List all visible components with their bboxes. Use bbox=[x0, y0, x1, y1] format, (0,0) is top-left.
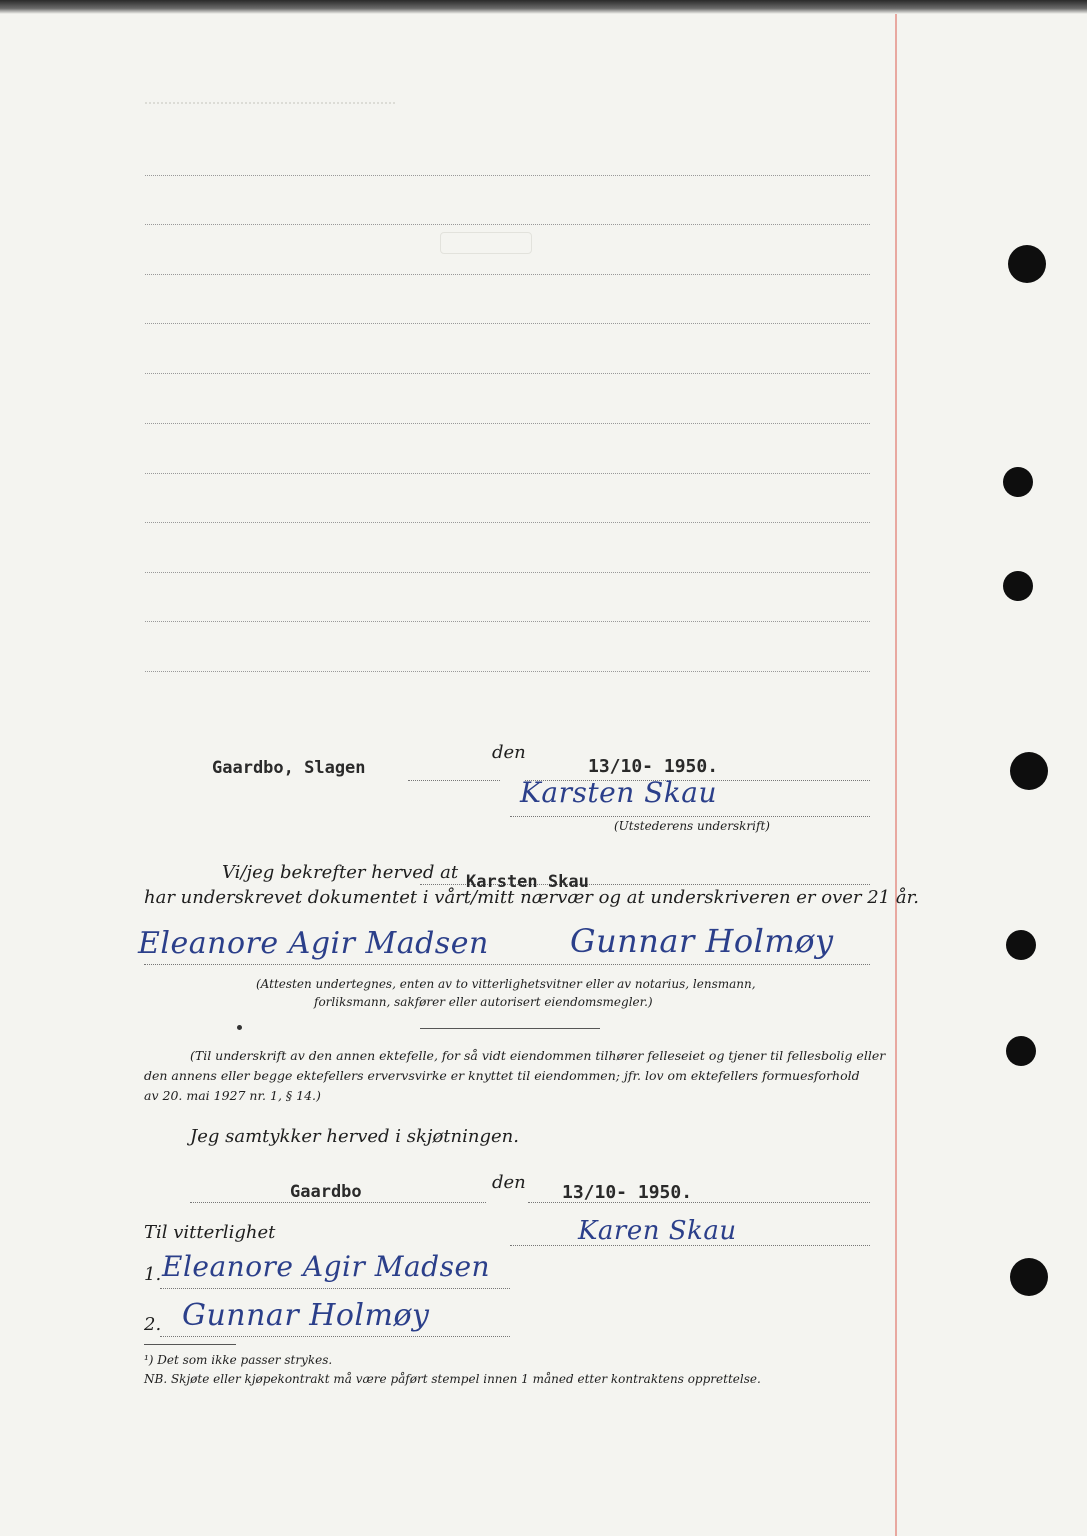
spouse-note-2: den annens eller begge ektefellers ervervsvirke er knyttet til eiendommen; jfr. lov om ektefellers formuesforhold bbox=[144, 1068, 860, 1083]
witness-name-2: Gunnar Holmøy bbox=[182, 1298, 430, 1333]
separator-rule bbox=[420, 1028, 600, 1029]
witness-signature-1: Eleanore Agir Madsen bbox=[138, 926, 489, 961]
footnote-rule bbox=[144, 1344, 236, 1345]
blank-line bbox=[145, 473, 870, 474]
confirm-line-1: Vi/jeg bekrefter herved at bbox=[222, 862, 459, 883]
blank-line bbox=[145, 373, 870, 374]
den-label: den bbox=[492, 742, 526, 763]
spouse-note-1: (Til underskrift av den annen ektefelle, for så vidt eiendommen tilhører felleseiet og tjener til fellesbolig eller bbox=[190, 1048, 886, 1063]
footnote-1: ¹) Det som ikke passer strykes. bbox=[144, 1353, 333, 1367]
date-text-2: 13/10- 1950. bbox=[562, 1182, 693, 1203]
attest-note-1: (Attesten undertegnes, enten av to vitterlighetsvitner eller av notarius, lensmann, bbox=[256, 977, 756, 991]
blank-line bbox=[145, 522, 870, 523]
punch-hole bbox=[1010, 1258, 1048, 1296]
blank-line bbox=[145, 621, 870, 622]
signature-line bbox=[160, 1288, 510, 1289]
consent-text: Jeg samtykker herved i skjøtningen. bbox=[190, 1126, 519, 1147]
punch-hole bbox=[1010, 752, 1048, 790]
punch-hole bbox=[1006, 1036, 1036, 1066]
blank-line bbox=[145, 224, 870, 225]
punch-hole bbox=[1008, 245, 1046, 283]
signature-line bbox=[510, 1245, 870, 1246]
blank-line bbox=[145, 572, 870, 573]
scan-top-edge bbox=[0, 0, 1087, 14]
place-text-2: Gaardbo bbox=[290, 1182, 362, 1202]
confirmed-name: Karsten Skau bbox=[466, 872, 589, 892]
witness-num-2: 2. bbox=[144, 1314, 162, 1335]
punch-hole bbox=[1003, 571, 1033, 601]
blank-line bbox=[145, 323, 870, 324]
signature-line bbox=[510, 816, 870, 817]
witness-signature-2: Gunnar Holmøy bbox=[570, 922, 834, 960]
margin-line bbox=[895, 14, 897, 1536]
issuer-signature: Karsten Skau bbox=[520, 776, 717, 809]
witness-name-1: Eleanore Agir Madsen bbox=[162, 1250, 491, 1283]
blank-line bbox=[145, 423, 870, 424]
bleed-through-mark bbox=[145, 102, 395, 114]
blank-line bbox=[145, 175, 870, 176]
blank-line bbox=[145, 671, 870, 672]
den-label-2: den bbox=[492, 1172, 526, 1193]
fill-line bbox=[190, 1202, 486, 1203]
signature-line bbox=[160, 1336, 510, 1337]
issuer-caption: (Utstederens underskrift) bbox=[614, 819, 770, 833]
witness-heading: Til vitterlighet bbox=[144, 1222, 276, 1243]
spouse-signature: Karen Skau bbox=[578, 1216, 737, 1246]
fill-line bbox=[408, 780, 500, 781]
blank-line bbox=[145, 274, 870, 275]
punch-hole bbox=[1003, 467, 1033, 497]
bleed-through-mark bbox=[440, 232, 532, 254]
spouse-note-3: av 20. mai 1927 nr. 1, § 14.) bbox=[144, 1088, 321, 1103]
footnote-2: NB. Skjøte eller kjøpekontrakt må være påført stempel innen 1 måned etter kontraktens opprettelse. bbox=[144, 1372, 761, 1386]
punch-hole bbox=[1006, 930, 1036, 960]
ink-dot bbox=[237, 1025, 242, 1030]
signature-line bbox=[144, 964, 870, 965]
place-text: Gaardbo, Slagen bbox=[212, 758, 366, 778]
date-text: 13/10- 1950. bbox=[588, 756, 719, 777]
witness-num-1: 1. bbox=[144, 1264, 162, 1285]
attest-note-2: forliksmann, sakfører eller autorisert eiendomsmegler.) bbox=[314, 995, 653, 1009]
confirm-line-2: har underskrevet dokumentet i vårt/mitt nærvær og at underskriveren er over 21 år. bbox=[144, 887, 919, 908]
